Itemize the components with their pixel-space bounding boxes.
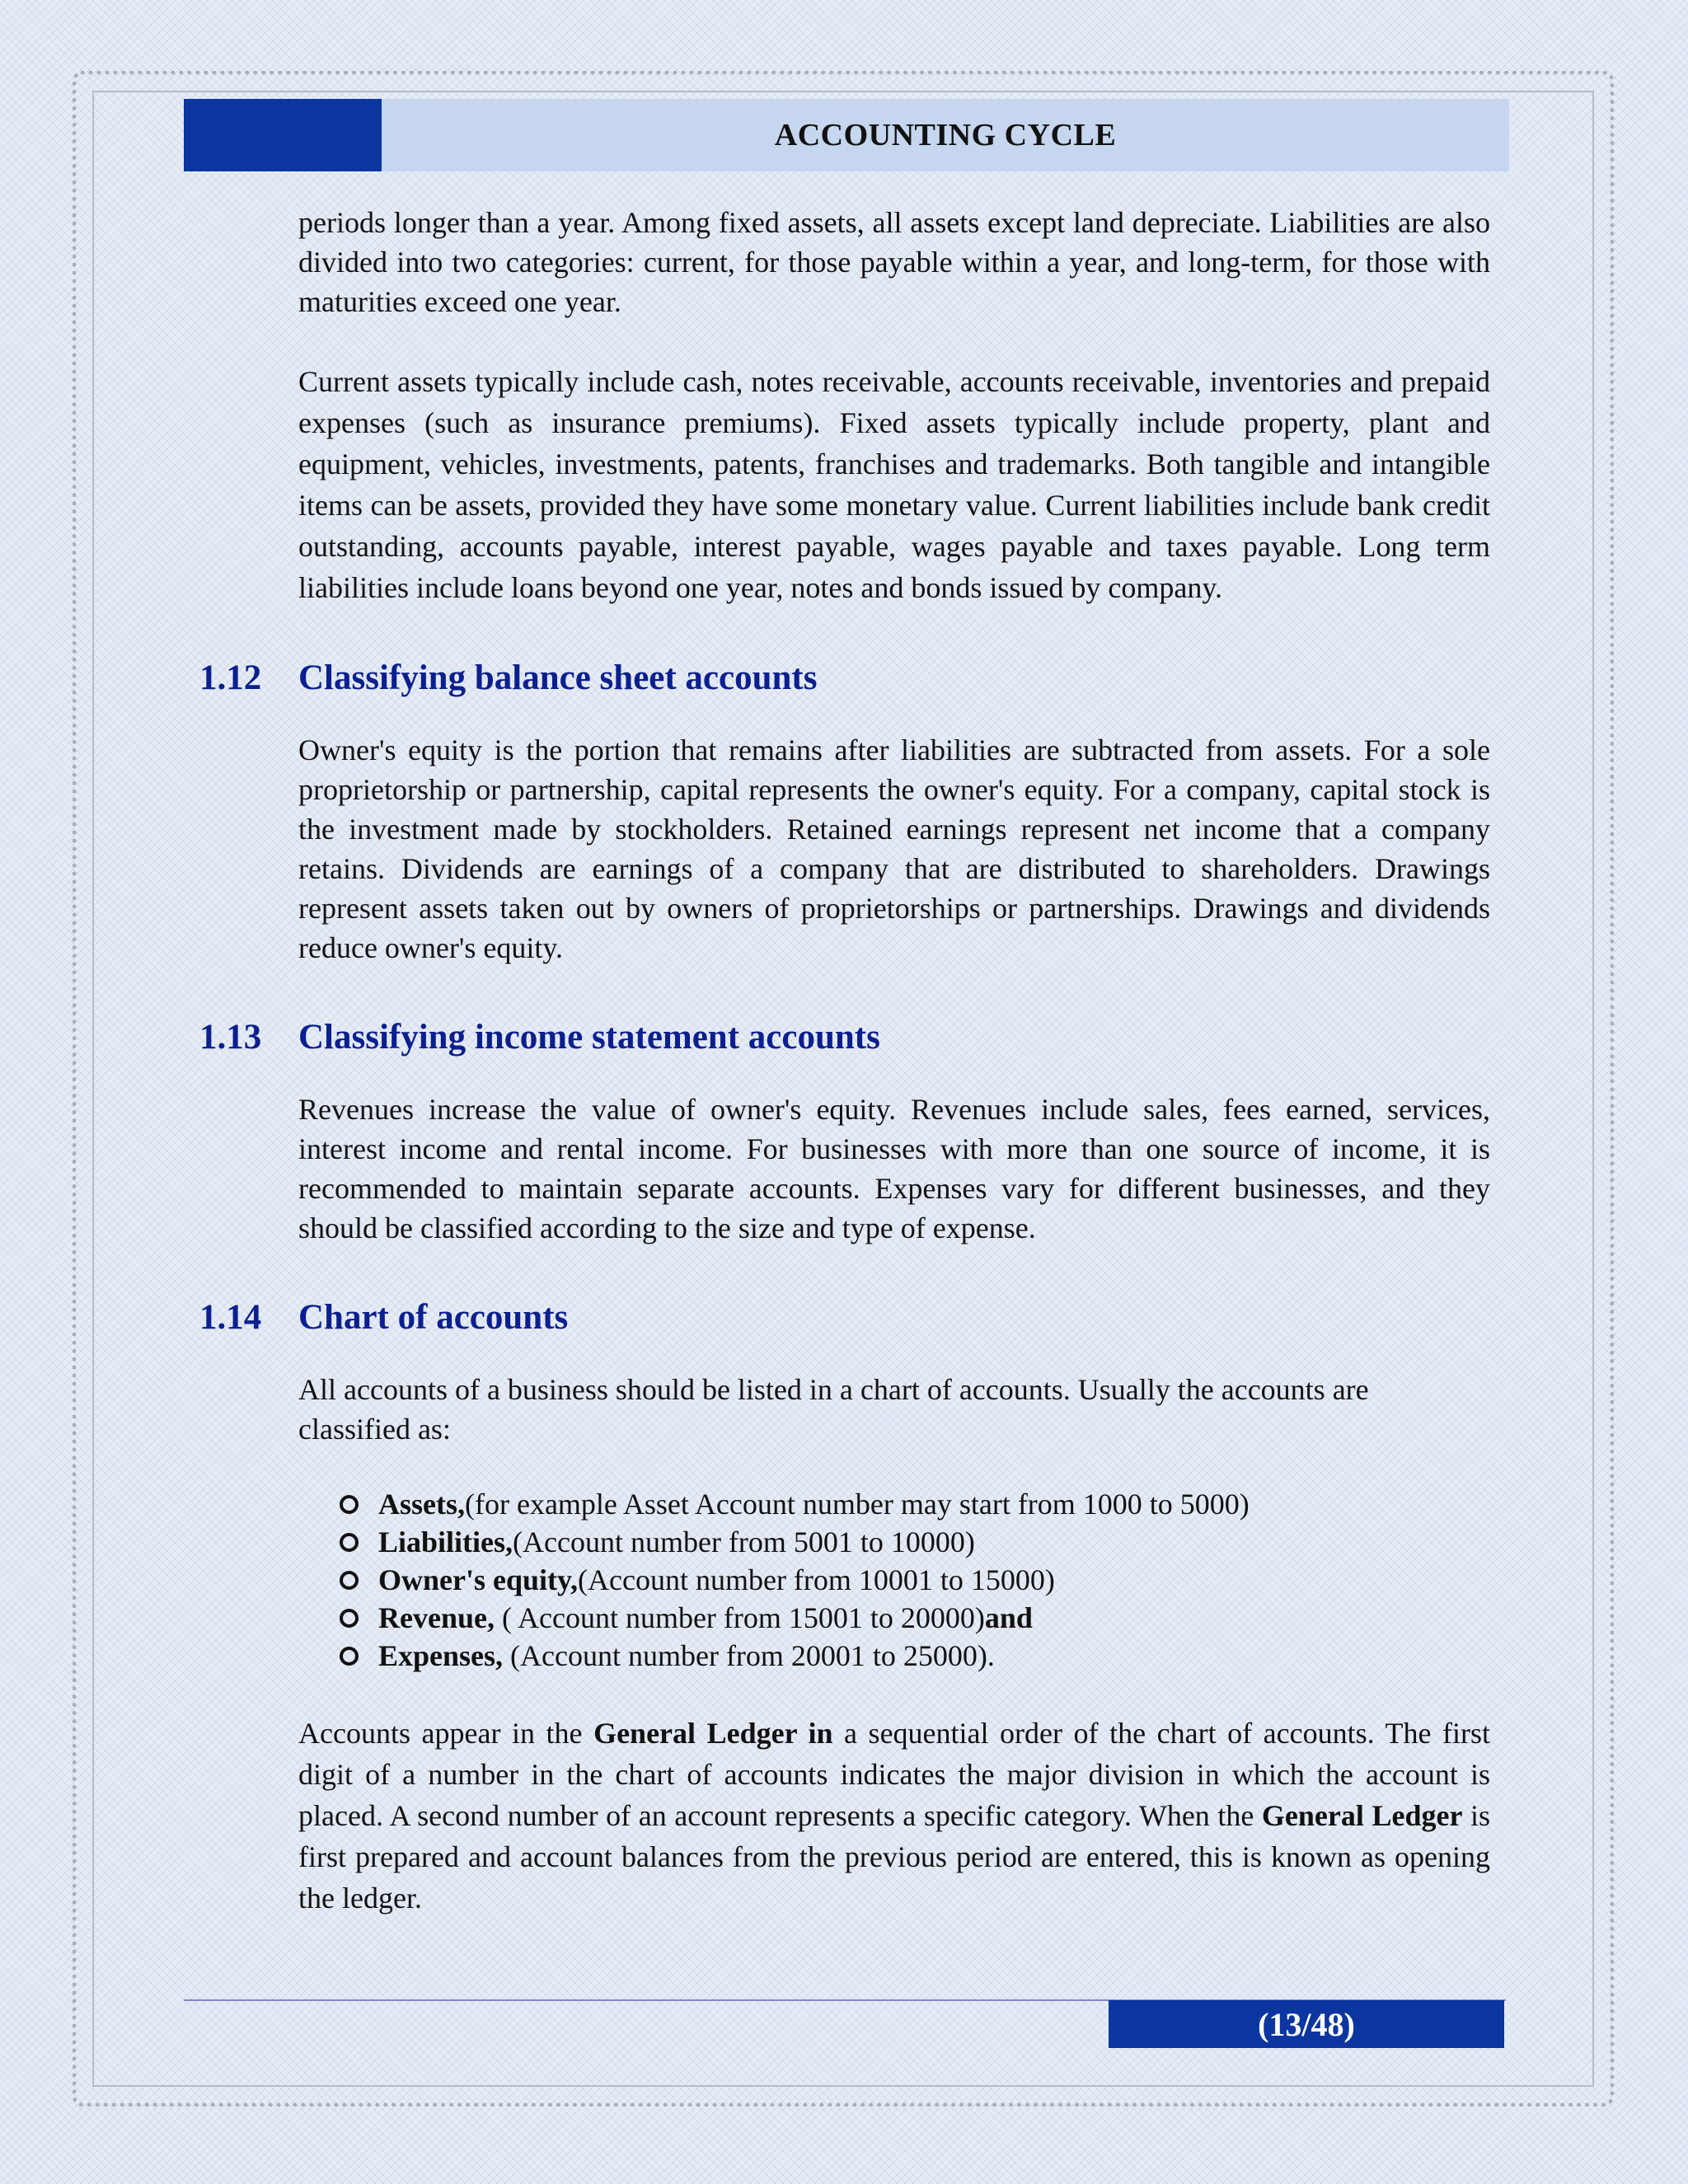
paragraph-balance-sheet: Owner's equity is the portion that remains after liabilities are subtracted from assets. For a sole proprietorship or partnership, capital represents the owner's equity. For a company, capital stock is the investment made by stockholders. Retained earnings represent net income that a company retains. Dividends are earnings of a company that are distributed to shareholders. Drawings represent assets taken out by owners of proprietorships or partnerships. Drawings and dividends reduce owner's equity. — [298, 733, 1490, 964]
section-title: Chart of accounts — [298, 1298, 569, 1337]
page-header — [184, 99, 1509, 171]
list-item-text: (Account number from 20001 to 25000). — [503, 1639, 995, 1672]
hollow-circle-bullet-icon — [340, 1647, 359, 1666]
page-content — [199, 203, 1498, 1919]
hollow-circle-bullet-icon — [340, 1495, 359, 1514]
hollow-circle-bullet-icon — [340, 1571, 359, 1590]
list-item — [340, 1637, 1490, 1675]
section-number: 1.14 — [199, 1298, 262, 1337]
section-number: 1.12 — [199, 658, 262, 697]
list-item-bold: Expenses, — [378, 1639, 504, 1672]
text-run: a sequential order of the chart of accounts. The first digit of a number in the chart of accounts indicates the major division in which the account is placed. A second number of an account represents a specific category. When the — [298, 1717, 1498, 1832]
paragraph-income-statement: Revenues increase the value of owner's equity. Revenues include sales, fees earned, services, interest income and rental income. For businesses with more than one source of income, it is recommended to maintain separate accounts. Expenses vary for different businesses, and they should be classified according to the size and type of expense. — [298, 1093, 1490, 1244]
account-classification-list — [340, 1485, 1490, 1675]
list-item — [340, 1599, 1490, 1637]
list-item-text: (for example Asset Account number may start from 1000 to 5000) — [465, 1488, 1250, 1521]
paragraph-fixed-assets: periods longer than a year. Among fixed assets, all assets except land depreciate. Liabilities are also divided into two categories: current, for those payable within a year, and long-term, for those with maturities exceed one year. — [298, 206, 1490, 318]
list-item-bold: Assets, — [378, 1488, 465, 1521]
paragraph-general-ledger — [298, 1713, 1498, 1919]
text-run-bold: General Ledger — [1261, 1799, 1463, 1832]
list-item-bold: Liabilities, — [378, 1526, 513, 1558]
text-run: Accounts appear in the — [298, 1717, 594, 1750]
list-item-text: (Account number from 5001 to 10000) — [513, 1526, 975, 1558]
hollow-circle-bullet-icon — [340, 1533, 359, 1552]
list-item-text: (Account number from 10001 to 15000) — [578, 1563, 1055, 1596]
section-heading-1-12 — [199, 656, 1490, 701]
section-title: Classifying balance sheet accounts — [298, 658, 818, 697]
text-run-bold: General Ledger in — [593, 1717, 833, 1750]
section-title: Classifying income statement accounts — [298, 1018, 880, 1057]
section-number: 1.13 — [199, 1018, 262, 1057]
list-item-bold: Owner's equity, — [378, 1563, 579, 1596]
page-number: (13/48) — [1109, 2000, 1504, 2048]
text-run: is first prepared and account balances from the previous period are entered, this is known as opening the ledger. — [298, 1799, 1498, 1915]
list-item — [340, 1561, 1490, 1599]
paragraph-current-assets: Current assets typically include cash, notes receivable, accounts receivable, inventories and prepaid expenses (such as insurance premiums). Fixed assets typically include property, plant and equipment, vehicles, investments, patents, franchises and trademarks. Both tangible and intangible items can be assets, provided they have some monetary value. Current liabilities include bank credit outstanding, accounts payable, interest payable, wages payable and taxes payable. Long term liabilities include loans beyond one year, notes and bonds issued by company. — [298, 365, 1490, 604]
header-title: ACCOUNTING CYCLE — [382, 99, 1509, 171]
hollow-circle-bullet-icon — [340, 1609, 359, 1628]
header-accent-block — [184, 99, 382, 171]
list-item-tail: and — [984, 1601, 1033, 1634]
section-heading-1-13 — [199, 1015, 1490, 1060]
section-heading-1-14 — [199, 1296, 1490, 1340]
list-item-bold: Revenue, — [378, 1601, 495, 1634]
paragraph-chart-intro: All accounts of a business should be listed in a chart of accounts. Usually the accounts are classified as: — [298, 1373, 1369, 1446]
list-item-text: ( Account number from 15001 to 20000) — [494, 1601, 985, 1634]
list-item — [340, 1485, 1490, 1523]
list-item — [340, 1523, 1490, 1561]
